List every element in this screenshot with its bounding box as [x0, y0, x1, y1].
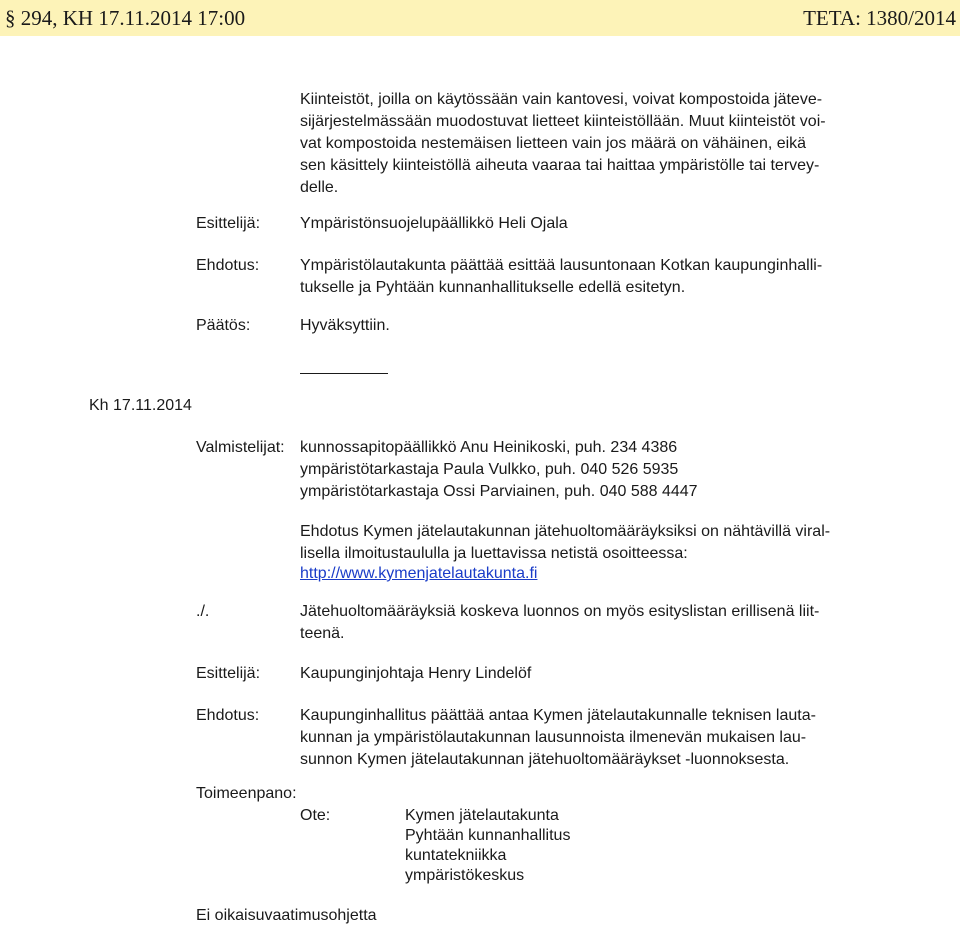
- proposal-line: tukselle ja Pyhtään kunnanhallitukselle edellä esitetyn.: [300, 279, 686, 296]
- implementation-label: Toimeenpano:: [196, 785, 297, 802]
- proposal-line: Kaupunginhallitus päättää antaa Kymen jätelautakunnalle teknisen lauta-: [300, 707, 816, 724]
- decision-label: Päätös:: [196, 317, 251, 334]
- intro-line: sen käsittely kiinteistöllä aiheuta vaaraa tai haittaa ympäristölle tai tervey-: [300, 157, 820, 174]
- attachment-line: teenä.: [300, 625, 345, 642]
- preparer-line: ympäristötarkastaja Paula Vulkko, puh. 040 526 5935: [300, 461, 679, 478]
- preparer-line: kunnossapitopäällikkö Anu Heinikoski, puh. 234 4386: [300, 439, 678, 456]
- presenter-label: Esittelijä:: [196, 665, 261, 682]
- intro-line: vat kompostoida nestemäisen lietteen vain jos määrä on vähäinen, eikä: [300, 135, 807, 152]
- preparer-line: ympäristötarkastaja Ossi Parviainen, puh. 040 588 4447: [300, 483, 698, 500]
- presenter-name: Ympäristönsuojelupäällikkö Heli Ojala: [300, 215, 568, 232]
- case-reference: TETA: 1380/2014: [803, 6, 956, 30]
- section-header: [0, 0, 960, 36]
- kh-date-heading: Kh 17.11.2014: [89, 397, 192, 414]
- copy-label: Ote:: [300, 807, 331, 824]
- intro-line: delle.: [300, 179, 339, 196]
- recipient-item: kuntatekniikka: [405, 847, 507, 864]
- attachment-line: Jätehuoltomääräyksiä koskeva luonnos on myös esityslistan erillisenä liit-: [300, 603, 820, 620]
- decision-text: Hyväksyttiin.: [300, 317, 390, 334]
- presenter-label: Esittelijä:: [196, 215, 261, 232]
- attachment-mark: ./.: [196, 603, 210, 620]
- proposal-line: sunnon Kymen jätelautakunnan jätehuoltomääräykset -luonnoksesta.: [300, 751, 790, 768]
- regulations-link[interactable]: http://www.kymenjatelautakunta.fi: [300, 565, 538, 582]
- intro-line: Kiinteistöt, joilla on käytössään vain kantovesi, voivat kompostoida jäteve-: [300, 91, 823, 108]
- proposal-line: Ympäristölautakunta päättää esittää lausuntonaan Kotkan kaupunginhalli-: [300, 257, 823, 274]
- proposal-line: kunnan ja ympäristölautakunnan lausunnoista ilmenevän mukaisen lau-: [300, 729, 807, 746]
- preparers-label: Valmistelijat:: [196, 439, 285, 456]
- recipient-item: ympäristökeskus: [405, 867, 525, 884]
- section-number: § 294, KH 17.11.2014 17:00: [5, 6, 246, 30]
- recipient-item: Pyhtään kunnanhallitus: [405, 827, 571, 844]
- info-line: Ehdotus Kymen jätelautakunnan jätehuoltomääräyksiksi on nähtävillä viral-: [300, 523, 831, 540]
- proposal-label: Ehdotus:: [196, 257, 260, 274]
- intro-line: sijärjestelmässään muodostuvat lietteet kiinteistöllään. Muut kiinteistöt voi-: [300, 113, 826, 130]
- presenter-name: Kaupunginjohtaja Henry Lindelöf: [300, 665, 532, 682]
- proposal-label: Ehdotus:: [196, 707, 260, 724]
- info-line: lisella ilmoitustaululla ja luettavissa netistä osoitteessa:: [300, 545, 688, 562]
- section-divider: [300, 373, 388, 374]
- recipient-item: Kymen jätelautakunta: [405, 807, 559, 824]
- appeal-note: Ei oikaisuvaatimusohjetta: [196, 907, 377, 924]
